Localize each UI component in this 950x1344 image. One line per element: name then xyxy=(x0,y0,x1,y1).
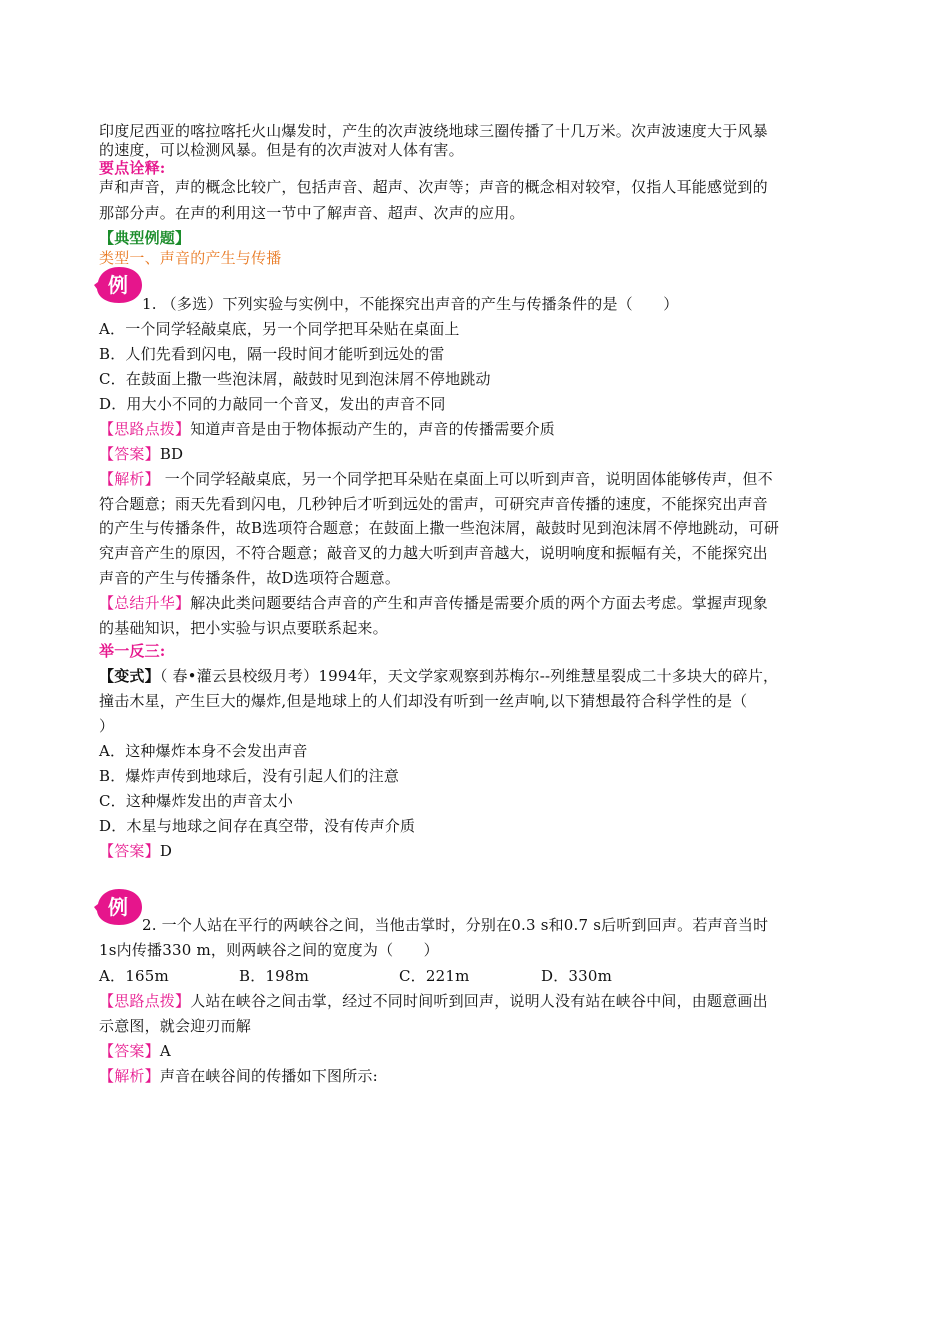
badge-label: 例 xyxy=(108,273,128,297)
variant-option-b: B．爆炸声传到地球后，没有引起人们的注意 xyxy=(99,767,400,785)
example1-answer-row xyxy=(99,443,183,465)
example1-hint-row xyxy=(99,418,555,440)
example1-summary-line-2: 的基础知识，把小实验与识点要联系起来。 xyxy=(99,619,388,637)
example2-options xyxy=(99,965,612,987)
analysis-text: 一个同学轻敲桌底，另一个同学把耳朵贴在桌面上可以听到声音，说明固体能够传声，但不 xyxy=(159,470,773,488)
example2-answer-row xyxy=(99,1040,171,1062)
answer-tag: 【答案】 xyxy=(99,445,160,463)
summary-text: 解决此类问题要结合声音的产生和声音传播是需要介质的两个方面去考虑。掌握声现象 xyxy=(190,594,768,612)
variant-question-row xyxy=(99,665,778,687)
example2-question-line-1: 2. 一个人站在平行的两峡谷之间，当他击掌时，分别在0.3 s和0.7 s后听到回声。若声音当时 xyxy=(142,916,769,934)
analysis-tag: 【解析】 xyxy=(99,1067,160,1085)
key-points-line-2: 那部分声。在声的利用这一节中了解声音、超声、次声的应用。 xyxy=(99,204,525,222)
example2-question-line-2: 1s内传播330 m，则两峡谷之间的宽度为（ ） xyxy=(99,941,439,959)
example1-analysis-line-2: 符合题意；雨天先看到闪电，几秒钟后才听到远处的雷声，可研究声音传播的速度，不能探究出声音 xyxy=(99,495,768,513)
example1-option-d: D．用大小不同的力敲同一个音叉，发出的声音不同 xyxy=(99,395,446,413)
example1-option-c: C．在鼓面上撒一些泡沫屑，敲鼓时见到泡沫屑不停地跳动 xyxy=(99,370,491,388)
variant-question-line-2: 撞击木星，产生巨大的爆炸,但是地球上的人们却没有听到一丝声响,以下猜想最符合科学性的是（ xyxy=(99,692,748,710)
example1-analysis-row xyxy=(99,468,773,490)
badge-label: 例 xyxy=(108,895,128,919)
analysis-tag: 【解析】 xyxy=(99,470,160,488)
analysis-text: 声音在峡谷间的传播如下图所示: xyxy=(159,1067,378,1085)
type-heading: 类型一、声音的产生与传播 xyxy=(99,249,282,267)
variant-option-d: D．木星与地球之间存在真空带，没有传声介质 xyxy=(99,817,416,835)
example1-summary-row xyxy=(99,592,768,614)
example1-analysis-line-4: 究声音产生的原因，不符合题意；敲音叉的力越大听到声音越大，说明响度和振幅有关，不能探究出 xyxy=(99,544,768,562)
hint-text: 人站在峡谷之间击掌，经过不同时间听到回声，说明人没有站在峡谷中间，由题意画出 xyxy=(190,992,768,1010)
answer-tag: 【答案】 xyxy=(99,1042,160,1060)
variant-question-text: （ 春•灌云县校级月考）1994年，天文学家观察到苏梅尔--列维慧星裂成二十多块大的碎片， xyxy=(159,667,779,685)
variant-question-line-3: ） xyxy=(99,717,115,735)
variant-answer-text: D xyxy=(159,842,173,860)
example1-analysis-line-5: 声音的产生与传播条件，故D选项符合题意。 xyxy=(99,569,401,587)
example1-analysis-line-3: 的产生与传播条件，故B选项符合题意；在鼓面上撒一些泡沫屑，敲鼓时见到泡沫屑不停地跳动，可研 xyxy=(99,519,780,537)
example2-option-c: C．221m xyxy=(399,967,470,985)
answer-text: A xyxy=(159,1042,171,1060)
section-heading: 【典型例题】 xyxy=(99,229,191,247)
example2-option-b: B．198m xyxy=(239,967,310,985)
key-points-line-1: 声和声音，声的概念比较广，包括声音、超声、次声等；声音的概念相对较窄，仅指人耳能感觉到的 xyxy=(99,178,768,196)
variant-answer-row xyxy=(99,840,172,862)
example-badge-icon xyxy=(94,265,144,305)
example2-analysis-row xyxy=(99,1065,378,1087)
variant-tag: 【变式】 xyxy=(99,667,160,685)
example2-hint-row xyxy=(99,990,768,1012)
intro-line-2: 的速度，可以检测风暴。但是有的次声波对人体有害。 xyxy=(99,141,464,159)
hint-text: 知道声音是由于物体振动产生的，声音的传播需要介质 xyxy=(190,420,556,438)
answer-text: BD xyxy=(159,445,184,463)
example1-question: 1. （多选）下列实验与实例中，不能探究出声音的产生与传播条件的是（ ） xyxy=(142,295,679,313)
summary-tag: 【总结升华】 xyxy=(99,594,191,612)
variant-option-c: C．这种爆炸发出的声音太小 xyxy=(99,792,294,810)
example1-option-a: A．一个同学轻敲桌底，另一个同学把耳朵贴在桌面上 xyxy=(99,320,460,338)
intro-line-1: 印度尼西亚的喀拉喀托火山爆发时，产生的次声波绕地球三圈传播了十几万米。次声波速度大于风暴 xyxy=(99,122,768,140)
variant-heading: 举一反三: xyxy=(99,642,166,660)
example-badge-icon xyxy=(94,887,144,927)
example2-hint-line-2: 示意图，就会迎刃而解 xyxy=(99,1017,252,1035)
key-points-heading: 要点诠释: xyxy=(99,159,166,177)
example1-option-b: B．人们先看到闪电，隔一段时间才能听到远处的雷 xyxy=(99,345,445,363)
variant-option-a: A．这种爆炸本身不会发出声音 xyxy=(99,742,308,760)
hint-tag: 【思路点拨】 xyxy=(99,992,191,1010)
example2-option-a: A．165m xyxy=(99,967,169,985)
variant-answer-tag: 【答案】 xyxy=(99,842,160,860)
example2-option-d: D．330m xyxy=(541,967,613,985)
hint-tag: 【思路点拨】 xyxy=(99,420,191,438)
